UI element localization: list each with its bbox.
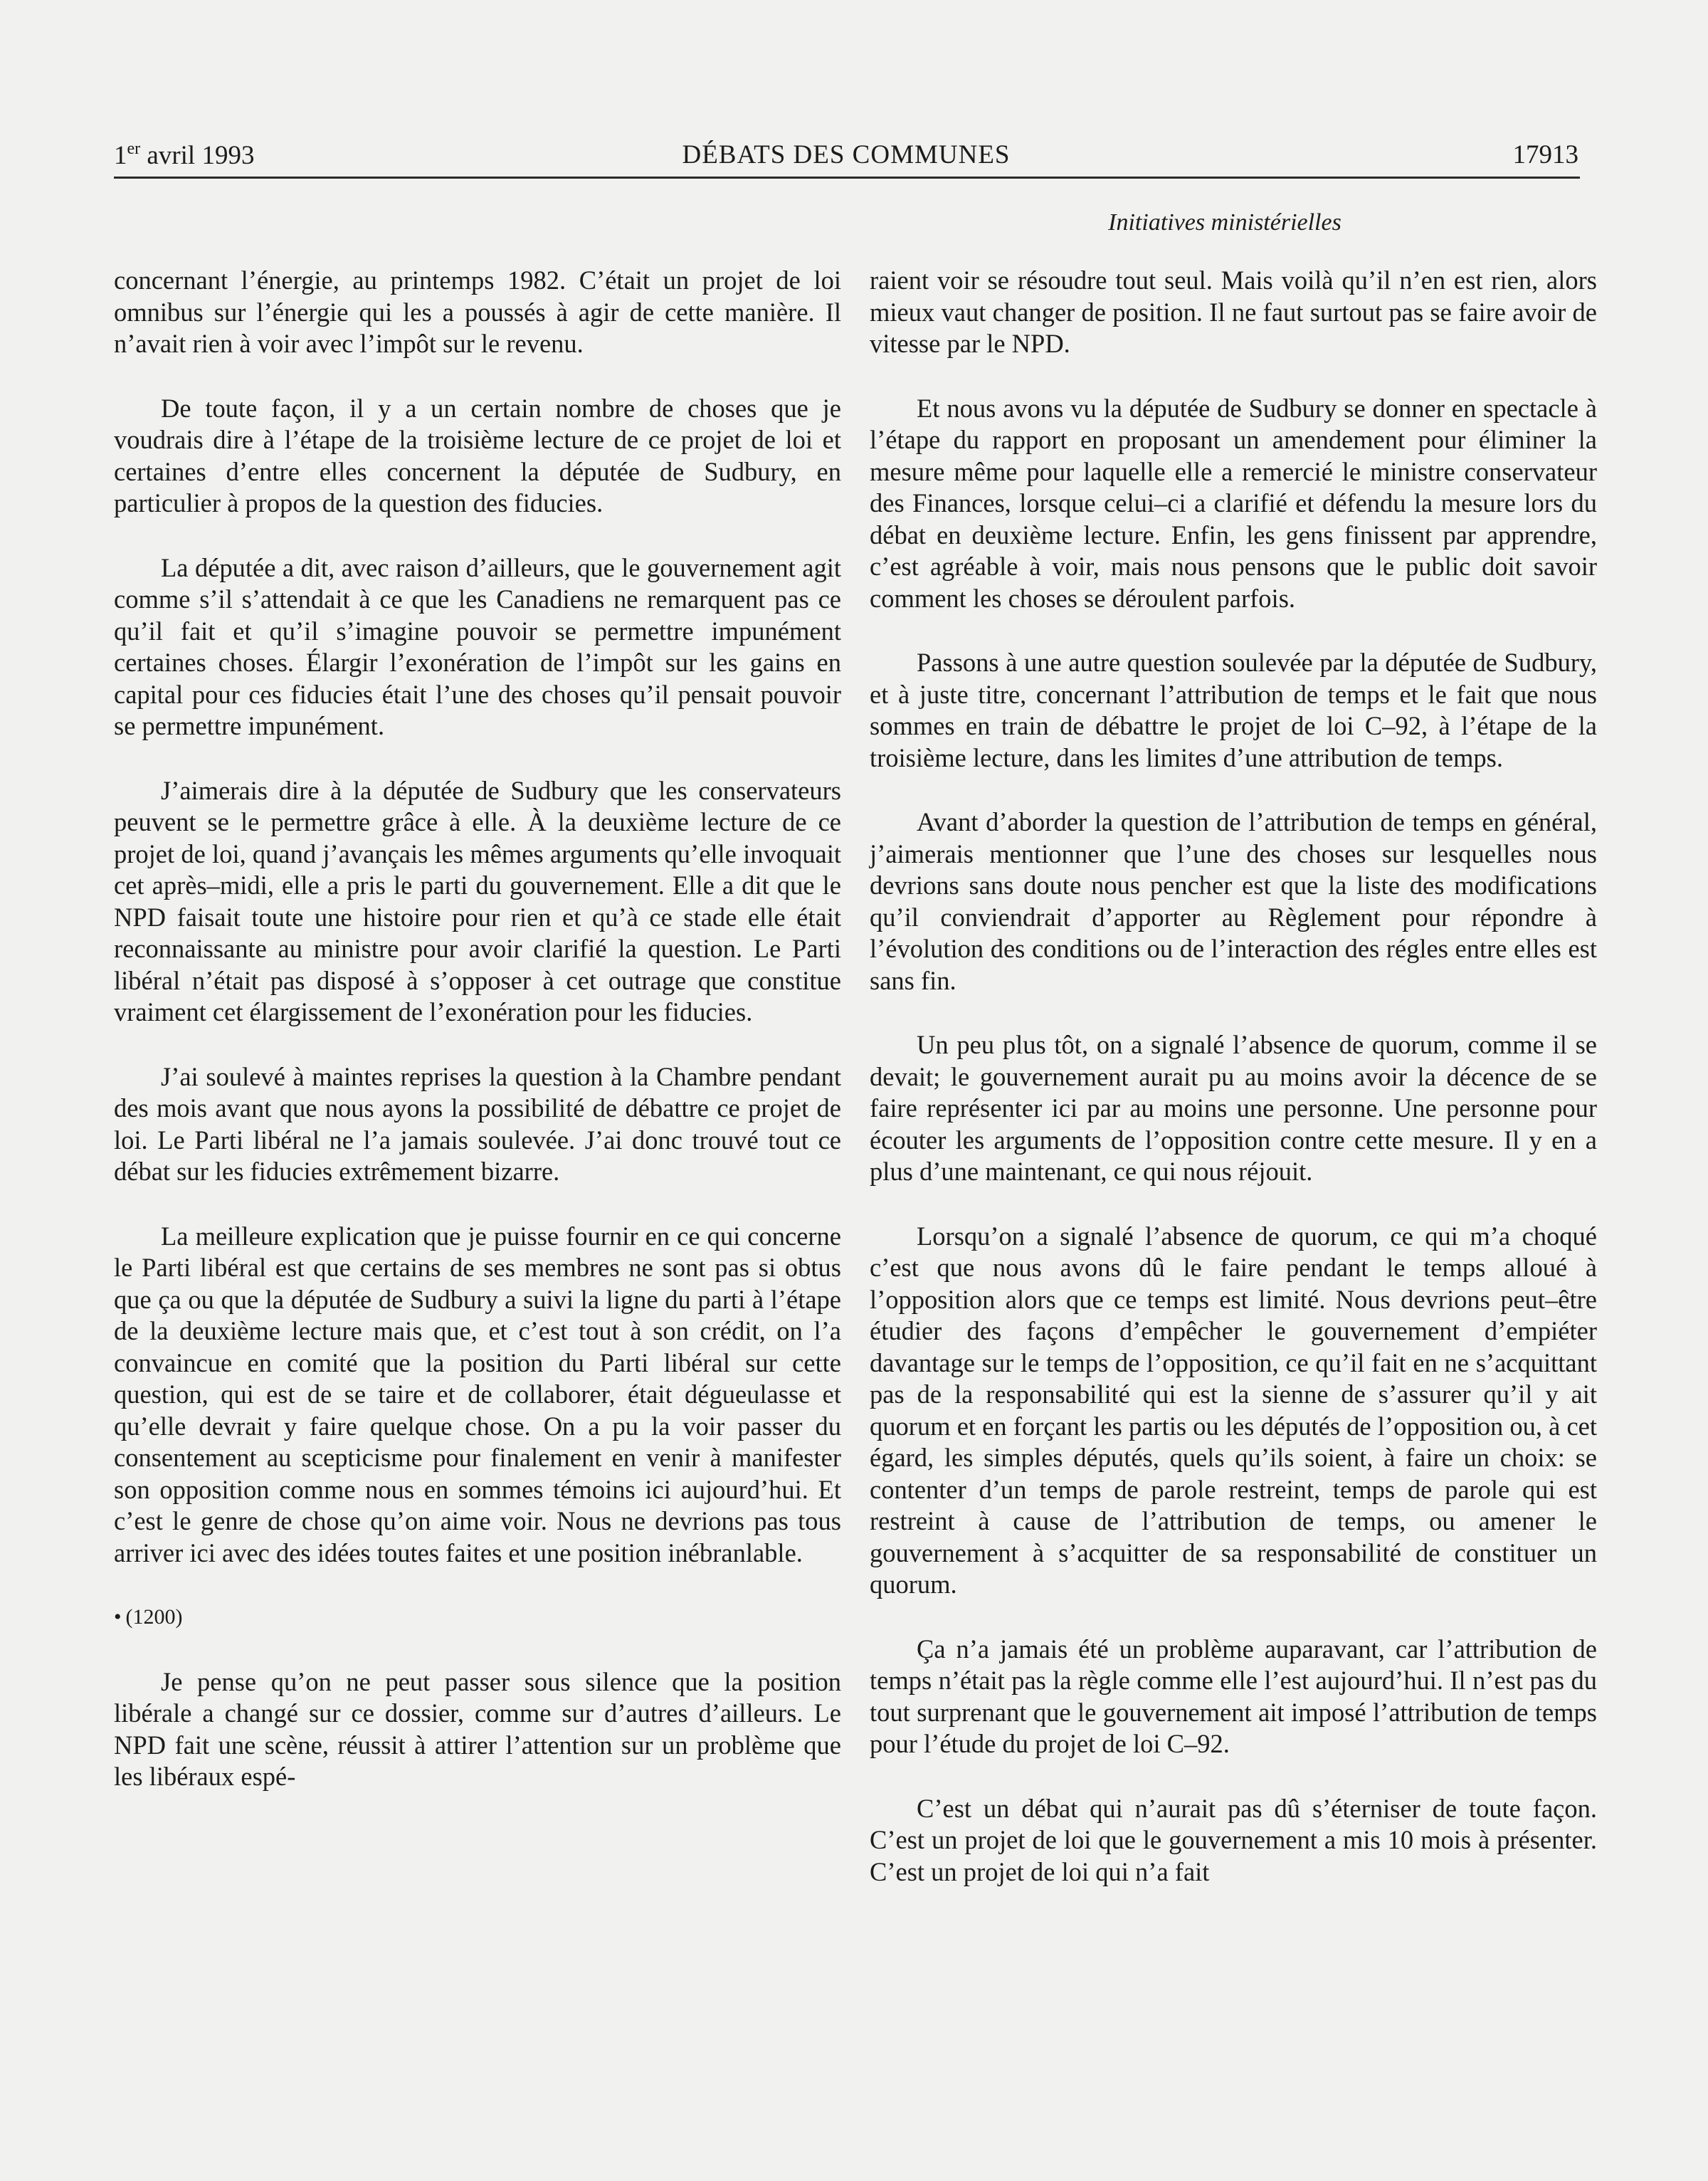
section-title: Initiatives ministérielles	[1108, 209, 1341, 236]
paragraph: concernant l’énergie, au printemps 1982. C’était un projet de loi omnibus sur l’énergie qui les a poussés à agir de cette manière. Il n’avait rien à voir avec l’impôt sur le revenu.	[114, 266, 841, 358]
paragraph: La meilleure explication que je puisse fournir en ce qui concerne le Parti libéral est que certains de ses membres ne sont pas si obtus que ça ou que la députée de Sudbury a suivi la ligne du parti à l’étape de la deuxième lecture mais que, et c’est tout à son crédit, on l’a convaincue en comité que la position du Parti libéral sur cette question, qui est de se taire et de collaborer, était dégueulasse et qu’elle devrait y faire quelque chose. On a pu la voir passer du consentement au scepticisme pour finalement en venir à manifester son opposition comme nous en sommes témoins ici aujourd’hui. Et c’est le genre de chose qu’on aime voir. Nous ne devrions pas tous arriver ici avec des idées toutes faites et une position inébranlable.	[114, 1221, 841, 1567]
paragraph: La députée a dit, avec raison d’ailleurs, que le gouvernement agit comme s’il s’attendait à ce que les Canadiens ne remarquent pas ce qu’il fait et qu’il s’imagine pouvoir se permettre impunément certaines choses. Élargir l’exonération de l’impôt sur les gains en capital pour ces fiducies était l’une des choses qu’il pensait pouvoir se permettre impunément.	[114, 552, 841, 740]
paragraph: Un peu plus tôt, on a signalé l’absence de quorum, comme il se devait; le gouvernement aurait pu au moins avoir la décence de se faire représenter ici par au moins une personne. Une personne pour écouter les arguments de l’opposition contre cette mesure. Il y en a plus d’une maintenant, ce qui nous réjouit.	[870, 1030, 1597, 1186]
header-title: DÉBATS DES COMMUNES	[682, 140, 1011, 169]
time-marker	[114, 1602, 841, 1634]
paragraph: De toute façon, il y a un certain nombre de choses que je voudrais dire à l’étape de la troisième lecture de ce projet de loi et certaines d’entre elles concernent la députée de Sudbury, en particulier à propos de la question des fiducies.	[114, 393, 841, 517]
time-stamp: (1200)	[125, 1605, 183, 1629]
paragraph: Passons à une autre question soulevée par la députée de Sudbury, et à juste titre, concernant l’attribution de temps et le fait que nous sommes en train de débattre le projet de loi C–92, à l’étape de la troisième lecture, dans les limites d’une attribution de temps.	[870, 648, 1597, 772]
paragraph: C’est un débat qui n’aurait pas dû s’éterniser de toute façon. C’est un projet de loi que le gouvernement a mis 10 mois à présenter. C’est un projet de loi qui n’a fait	[870, 1793, 1597, 1886]
paragraph: J’ai soulevé à maintes reprises la question à la Chambre pendant des mois avant que nous ayons la possibilité de débattre ce projet de loi. Le Parti libéral ne l’a jamais soulevée. J’ai donc trouvé tout ce débat sur les fiducies extrêmement bizarre.	[114, 1061, 841, 1186]
paragraph: Avant d’aborder la question de l’attribution de temps en général, j’aimerais mentionner que l’une des choses sur lesquelles nous devrions sans doute nous pencher est que la liste des modifications qu’il conviendrait d’apporter au Règlement pour répondre à l’évolution des conditions ou de l’interaction des régles entre elles est sans fin.	[870, 807, 1597, 995]
bullet-icon: •	[114, 1605, 122, 1629]
paragraph: Ça n’a jamais été un problème auparavant, car l’attribution de temps n’était pas la règle comme elle l’est aujourd’hui. Il n’est pas du tout surprenant que le gouvernement ait imposé l’attribution de temps pour l’étude du projet de loi C–92.	[870, 1634, 1597, 1758]
left-column	[114, 265, 841, 1826]
page-number: 17913	[1512, 140, 1578, 169]
right-column	[870, 265, 1597, 1920]
paragraph: raient voir se résoudre tout seul. Mais voilà qu’il n’en est rien, alors mieux vaut changer de position. Il ne faut surtout pas se faire avoir de vitesse par le NPD.	[870, 266, 1597, 358]
header-rule	[114, 177, 1580, 179]
paragraph: Lorsqu’on a signalé l’absence de quorum, ce qui m’a choqué c’est que nous avons dû le faire pendant le temps alloué à l’opposition alors que ce temps est limité. Nous devrions peut–être étudier des façons d’empêcher le gouvernement d’empiéter davantage sur le temps de l’opposition, ce qu’il fait en ne s’acquittant pas de la responsabilité qui est la sienne de s’assurer qu’il y ait quorum et en forçant les partis ou les députés de l’opposition ou, à cet égard, les simples députés, quels qu’ils soient, à faire un choix: se contenter d’un temps de parole restreint, temps de parole qui est restreint à cause de l’attribution de temps, ou amener le gouvernement à s’acquitter de sa responsabilité de constituer un quorum.	[870, 1221, 1597, 1599]
page-header	[114, 135, 1578, 178]
paragraph: Et nous avons vu la députée de Sudbury se donner en spectacle à l’étape du rapport en proposant un amendement pour éliminer la mesure même pour laquelle elle a remercié le ministre conservateur des Finances, lorsque celui–ci a clarifié et défendu la mesure lors du débat en deuxième lecture. Enfin, les gens finissent par apprendre, c’est agréable à voir, mais nous pensons que le public doit savoir comment les choses se déroulent parfois.	[870, 393, 1597, 613]
paragraph: J’aimerais dire à la députée de Sudbury que les conservateurs peuvent se le permettre grâce à elle. À la deuxième lecture de ce projet de loi, quand j’avançais les mêmes arguments qu’elle invoquait cet après–midi, elle a pris le parti du gouvernement. Elle a dit que le NPD faisait toute une histoire pour rien et qu’à ce stade elle était reconnaissante au ministre pour avoir clarifié la question. Le Parti libéral n’était pas disposé à s’opposer à cet outrage que constitue vraiment cet élargissement de l’exonération pour les fiducies.	[114, 775, 841, 1026]
header-date: 1er avril 1993	[114, 140, 255, 170]
paragraph: Je pense qu’on ne peut passer sous silence que la position libérale a changé sur ce dossier, comme sur d’autres d’ailleurs. Le NPD fait une scène, réussit à attirer l’attention sur un problème que les libéraux espé-	[114, 1666, 841, 1791]
